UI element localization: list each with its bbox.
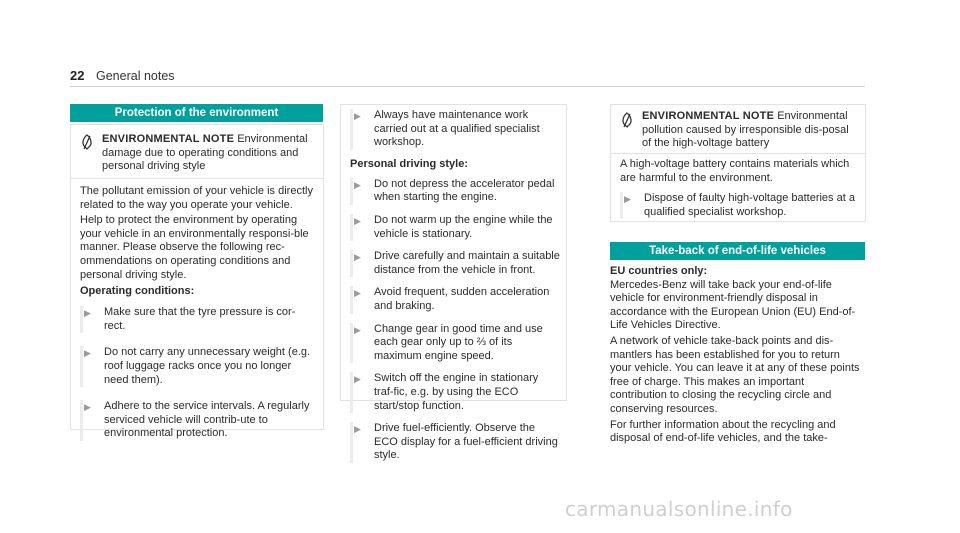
battery-body — [620, 158, 860, 219]
list-item — [80, 346, 316, 387]
paragraph: A network of vehicle take-back points and dis-mantlers has been established for you to return your vehicle. You can leave it at any of these points free of charge. This makes an important contribution to closing the recycling circle and conserving resources. — [610, 334, 860, 415]
list-item-text: Avoid frequent, sudden acceleration and braking. — [374, 286, 550, 312]
battery-note-text — [642, 110, 860, 151]
environment-body — [80, 185, 316, 441]
list-item — [350, 286, 560, 313]
list-item-text: Switch off the engine in stationary traf-fic, e.g. by using the ECO start/stop function. — [374, 372, 539, 412]
note-divider — [71, 178, 323, 179]
driving-style-body — [350, 109, 560, 463]
paragraph: The pollutant emission of your vehicle is directly related to the way you operate your vehicle. — [80, 185, 313, 211]
environment-note-box — [70, 124, 324, 440]
operating-conditions-list — [80, 306, 316, 441]
paragraph: A high-voltage battery contains materials which are harmful to the environment. — [620, 158, 850, 184]
list-item — [80, 306, 316, 333]
personal-driving-heading: Personal driving style: — [350, 157, 468, 170]
arrow-icon: ▶ — [354, 215, 361, 226]
section-heading-takeback: Take-back of end-of-life vehicles — [610, 242, 865, 260]
paragraph: Help to protect the environment by operating your vehicle in an environmentally responsi-ble manner. Please observe the following rec-ommendations on operating conditions and personal driving style. — [80, 214, 309, 281]
list-item — [350, 214, 560, 241]
eu-countries-heading: EU countries only: — [610, 265, 708, 277]
note-label: ENVIRONMENTAL NOTE — [642, 110, 775, 122]
list-item-text: Do not carry any unnecessary weight (e.g. roof luggage racks once you no longer need them). — [104, 346, 311, 386]
arrow-icon: ▶ — [354, 324, 361, 335]
takeback-body — [610, 265, 862, 448]
note-divider — [611, 153, 865, 154]
list-item — [350, 323, 560, 364]
page-number: 22 — [70, 68, 85, 83]
list-item — [620, 192, 860, 219]
list-item-text: Do not depress the accelerator pedal when starting the engine. — [374, 177, 555, 204]
battery-note-box — [610, 104, 866, 222]
arrow-icon: ▶ — [354, 111, 361, 121]
list-item-text: Change gear in good time and use each gear only up to ⅔ of its maximum engine speed. — [374, 322, 543, 362]
note-body: Environmental damage due to operating conditions and personal driving style — [102, 133, 308, 172]
arrow-icon: ▶ — [84, 348, 91, 359]
list-item — [80, 400, 316, 441]
list-item-text: Drive fuel-efficiently. Observe the ECO display for a fuel-efficient driving style. — [374, 422, 558, 462]
arrow-icon: ▶ — [354, 252, 361, 263]
header-divider — [70, 86, 865, 87]
list-item — [350, 250, 560, 277]
environment-icon — [81, 134, 93, 155]
section-title: General notes — [96, 69, 175, 83]
list-item-text: Adhere to the service intervals. A regularly serviced vehicle will contrib-ute to environmental protection. — [104, 400, 310, 440]
list-item-text: Make sure that the tyre pressure is cor-rect. — [104, 306, 296, 332]
watermark: carmanualsonline.info — [565, 497, 793, 521]
operating-conditions-heading: Operating conditions: — [80, 285, 195, 298]
arrow-icon: ▶ — [354, 288, 361, 299]
environment-icon — [621, 112, 633, 133]
arrow-icon: ▶ — [354, 374, 361, 385]
note-label: ENVIRONMENTAL NOTE — [102, 133, 235, 145]
list-item — [350, 178, 560, 205]
list-item-text: Drive carefully and maintain a suitable distance from the vehicle in front. — [374, 250, 560, 276]
paragraph: Mercedes-Benz will take back your end-of-life vehicle for environment-friendly disposal in accordance with the European Union (EU) End-of-Life Vehicles Directive. — [610, 278, 856, 332]
list-item-text: Do not warm up the engine while the vehicle is stationary. — [374, 213, 553, 240]
list-item — [350, 109, 560, 150]
note-body: Environmental pollution caused by irresponsible dis-posal of the high-voltage battery — [642, 110, 849, 149]
arrow-icon: ▶ — [354, 179, 361, 190]
arrow-icon: ▶ — [84, 402, 91, 413]
arrow-icon: ▶ — [624, 194, 631, 205]
driving-style-box — [340, 104, 567, 462]
paragraph: For further information about the recycling and disposal of end-of-life vehicles, and the take- — [610, 418, 836, 445]
environment-note-text — [102, 133, 317, 174]
list-item — [350, 372, 560, 413]
arrow-icon: ▶ — [354, 424, 361, 435]
section-heading-environment: Protection of the environment — [70, 104, 323, 122]
arrow-icon: ▶ — [84, 308, 91, 319]
list-item-text: Dispose of faulty high-voltage batteries at a qualified specialist workshop. — [644, 192, 855, 218]
list-item-text: Always have maintenance work carried out at a qualified specialist workshop. — [374, 109, 540, 149]
list-item — [350, 422, 560, 463]
